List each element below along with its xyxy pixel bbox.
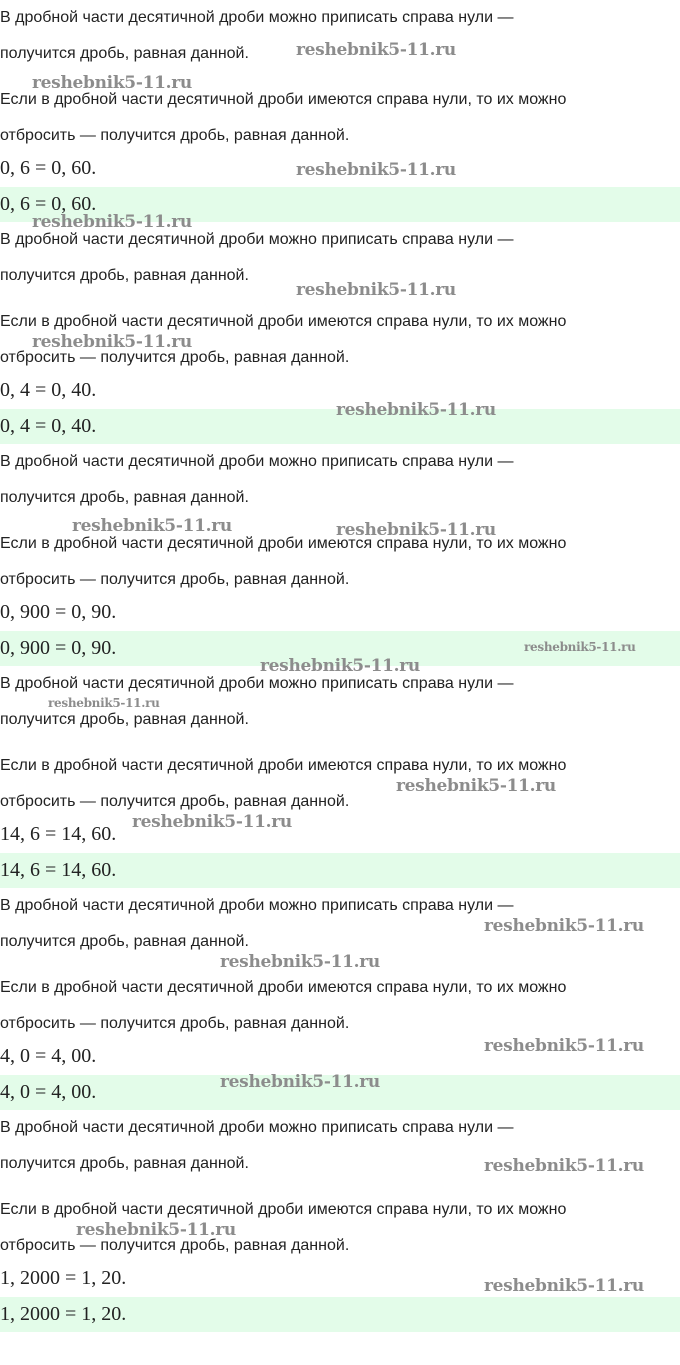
- example-block: [0, 888, 680, 1110]
- rule-line-4: отбросить — получится дробь, равная данной.: [0, 1015, 350, 1032]
- rule-line-1: В дробной части десятичной дроби можно приписать справа нули —: [0, 1119, 514, 1136]
- watermark: reshebnik5-11.ru: [260, 656, 420, 676]
- answer-highlight: [0, 409, 680, 444]
- watermark: reshebnik5-11.ru: [484, 1156, 644, 1176]
- example-block: [0, 0, 680, 222]
- rule-line-2: получится дробь, равная данной.: [0, 933, 249, 950]
- example-block: [0, 666, 680, 888]
- rule-line-4: отбросить — получится дробь, равная данной.: [0, 127, 350, 144]
- watermark: reshebnik5-11.ru: [48, 696, 160, 710]
- rule-line-4: отбросить — получится дробь, равная данной.: [0, 1237, 350, 1254]
- rule-line-3: Если в дробной части десятичной дроби имеются справа нули, то их можно: [0, 91, 567, 108]
- watermark: reshebnik5-11.ru: [32, 332, 192, 352]
- rule-line-2: получится дробь, равная данной.: [0, 45, 249, 62]
- example-block: [0, 1110, 680, 1332]
- rule-line-1: В дробной части десятичной дроби можно приписать справа нули —: [0, 9, 514, 26]
- rule-line-4: отбросить — получится дробь, равная данной.: [0, 571, 350, 588]
- highlighted-equation: 14, 6 = 14, 60.: [0, 859, 117, 881]
- watermark: reshebnik5-11.ru: [484, 916, 644, 936]
- watermark: reshebnik5-11.ru: [72, 516, 232, 536]
- equation: 0, 4 = 0, 40.: [0, 379, 97, 401]
- equation: 14, 6 = 14, 60.: [0, 823, 117, 845]
- rule-line-1: В дробной части десятичной дроби можно приписать справа нули —: [0, 231, 514, 248]
- watermark: reshebnik5-11.ru: [336, 400, 496, 420]
- rule-line-4: отбросить — получится дробь, равная данной.: [0, 349, 350, 366]
- rule-line-3: Если в дробной части десятичной дроби имеются справа нули, то их можно: [0, 313, 567, 330]
- highlighted-equation: 4, 0 = 4, 00.: [0, 1081, 97, 1103]
- watermark: reshebnik5-11.ru: [220, 952, 380, 972]
- rule-line-1: В дробной части десятичной дроби можно приписать справа нули —: [0, 453, 514, 470]
- watermark: reshebnik5-11.ru: [296, 40, 456, 60]
- rule-line-4: отбросить — получится дробь, равная данной.: [0, 793, 350, 810]
- example-block: [0, 444, 680, 666]
- rule-line-2: получится дробь, равная данной.: [0, 711, 249, 728]
- watermark: reshebnik5-11.ru: [296, 160, 456, 180]
- watermark: reshebnik5-11.ru: [220, 1072, 380, 1092]
- rule-line-1: В дробной части десятичной дроби можно приписать справа нули —: [0, 675, 514, 692]
- equation: 1, 2000 = 1, 20.: [0, 1267, 127, 1289]
- rule-line-3: Если в дробной части десятичной дроби имеются справа нули, то их можно: [0, 1201, 567, 1218]
- rule-line-2: получится дробь, равная данной.: [0, 1155, 249, 1172]
- watermark: reshebnik5-11.ru: [132, 812, 292, 832]
- highlighted-equation: 0, 6 = 0, 60.: [0, 193, 97, 215]
- watermark: reshebnik5-11.ru: [484, 1036, 644, 1056]
- equation: 0, 6 = 0, 60.: [0, 157, 97, 179]
- rule-line-2: получится дробь, равная данной.: [0, 267, 249, 284]
- answer-highlight: [0, 187, 680, 222]
- highlighted-equation: 1, 2000 = 1, 20.: [0, 1303, 127, 1325]
- watermark: reshebnik5-11.ru: [336, 520, 496, 540]
- rule-line-1: В дробной части десятичной дроби можно приписать справа нули —: [0, 897, 514, 914]
- watermark: reshebnik5-11.ru: [524, 640, 636, 654]
- rule-line-3: Если в дробной части десятичной дроби имеются справа нули, то их можно: [0, 757, 567, 774]
- answer-highlight: [0, 1075, 680, 1110]
- watermark: reshebnik5-11.ru: [32, 73, 192, 93]
- watermark: reshebnik5-11.ru: [296, 280, 456, 300]
- highlighted-equation: 0, 4 = 0, 40.: [0, 415, 97, 437]
- watermark: reshebnik5-11.ru: [32, 212, 192, 232]
- watermark: reshebnik5-11.ru: [484, 1276, 644, 1296]
- rule-line-3: Если в дробной части десятичной дроби имеются справа нули, то их можно: [0, 535, 567, 552]
- watermark: reshebnik5-11.ru: [396, 776, 556, 796]
- equation: 4, 0 = 4, 00.: [0, 1045, 97, 1067]
- example-block: [0, 222, 680, 444]
- highlighted-equation: 0, 900 = 0, 90.: [0, 637, 117, 659]
- watermark: reshebnik5-11.ru: [76, 1220, 236, 1240]
- equation: 0, 900 = 0, 90.: [0, 601, 117, 623]
- rule-line-2: получится дробь, равная данной.: [0, 489, 249, 506]
- rule-line-3: Если в дробной части десятичной дроби имеются справа нули, то их можно: [0, 979, 567, 996]
